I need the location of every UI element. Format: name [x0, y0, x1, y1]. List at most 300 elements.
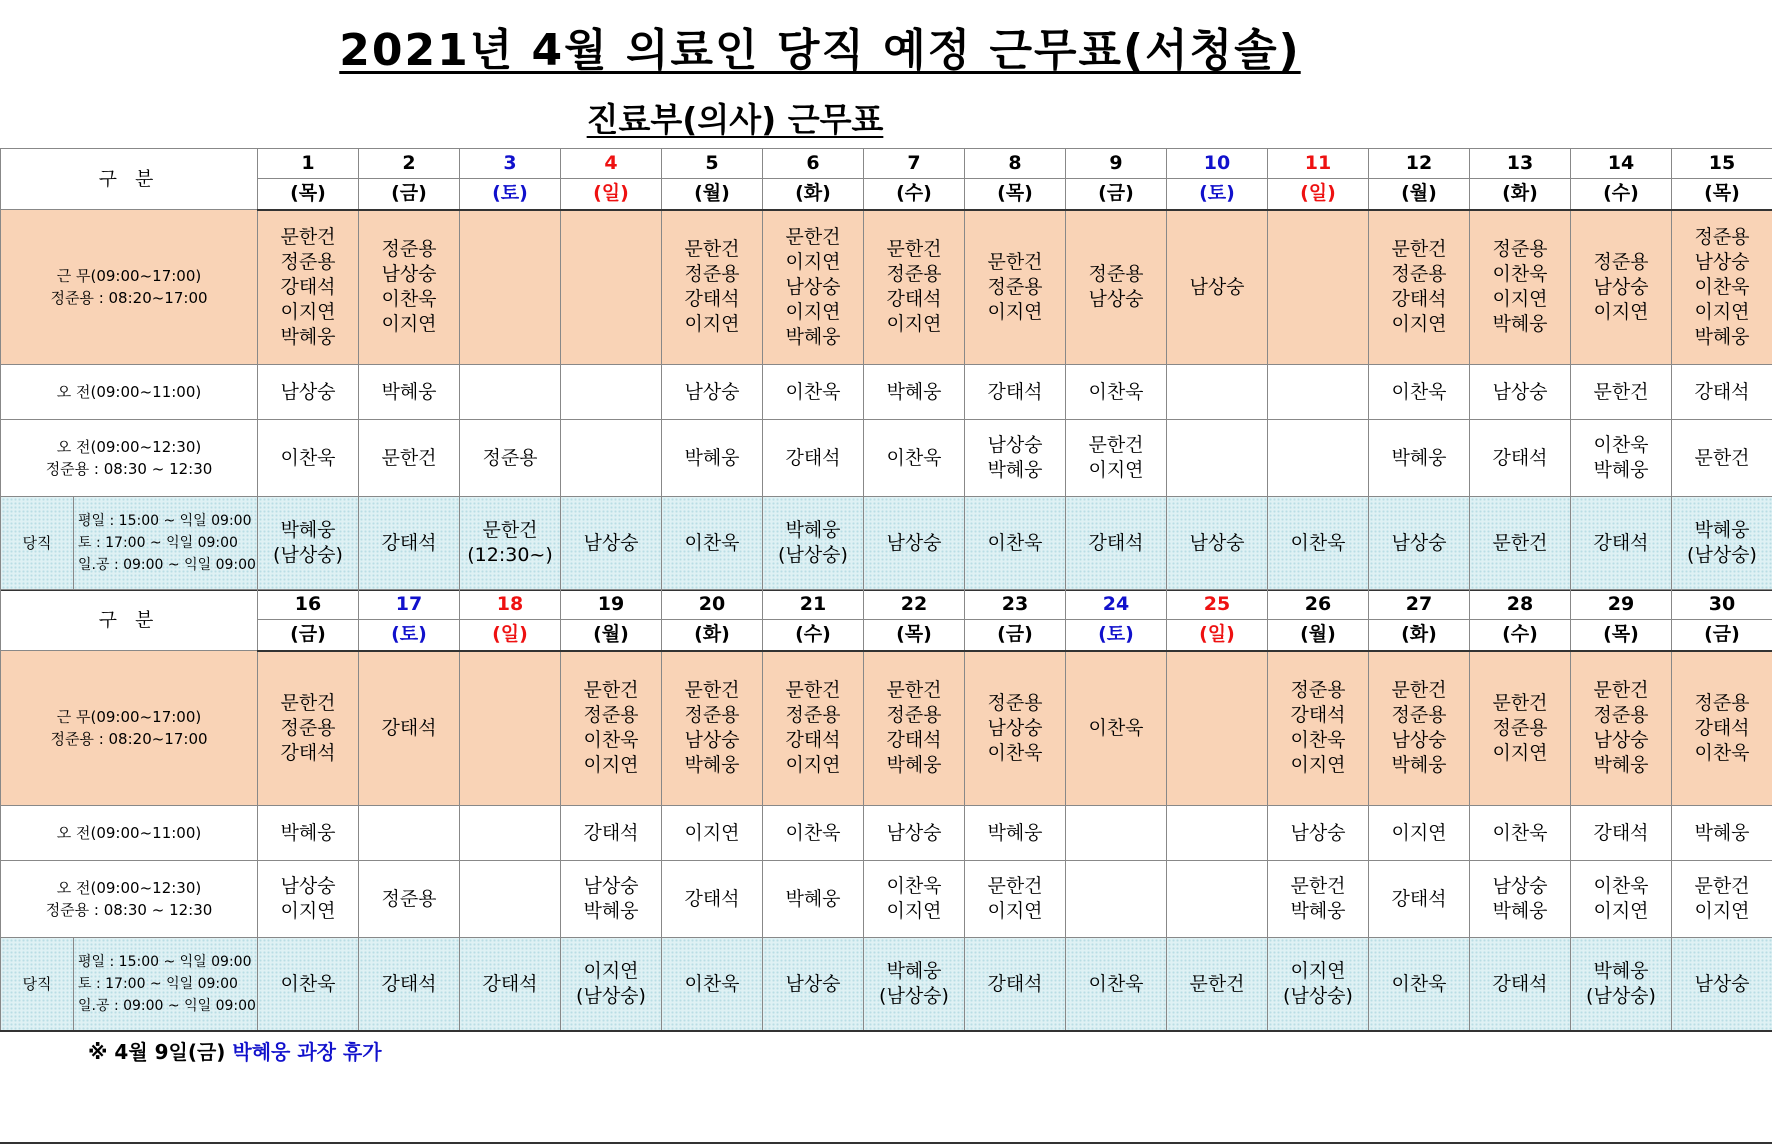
duty-cell: [662, 938, 763, 1032]
duty-cell: [763, 497, 864, 591]
duty-cell: [1066, 938, 1167, 1032]
staff-name: 이지연: [1593, 900, 1649, 922]
staff-name: 이찬욱: [1391, 972, 1447, 995]
work-cell: [561, 651, 662, 806]
staff-name: 정준용: [583, 704, 639, 727]
staff-name: 남상숭: [684, 729, 740, 752]
duty-cell: [965, 497, 1066, 591]
work-cell: [1571, 210, 1672, 365]
work-cell: [763, 210, 864, 365]
staff-name: 이찬욱: [987, 531, 1043, 554]
staff-name: 남상숭: [280, 380, 336, 403]
page-subtitle: 진료부(의사) 근무표: [586, 100, 884, 139]
staff-name: 문한건: [1391, 679, 1447, 702]
staff-name: 이지연: [987, 900, 1043, 922]
work-cell: [359, 210, 460, 365]
morning2-cell: [359, 861, 460, 938]
morning2-cell: [1470, 861, 1571, 938]
morning2-cell: [1268, 861, 1369, 938]
morning2-row-label: [1, 861, 258, 938]
morning2-cell: [1571, 861, 1672, 938]
staff-name: 이찬욱: [1391, 380, 1447, 403]
staff-name: 정준용: [1694, 225, 1750, 248]
staff-name: 문한건: [482, 519, 538, 541]
staff-name: 남상숭: [1593, 275, 1649, 298]
work-cell: [1571, 651, 1672, 806]
morning1-cell: [1066, 365, 1167, 420]
duty-cell: [1571, 938, 1672, 1032]
staff-name: 정준용: [482, 446, 538, 469]
staff-name: 박혜웅: [785, 887, 841, 910]
duty-cell: [965, 938, 1066, 1032]
category-header: 구 분: [1, 149, 258, 210]
staff-name: 남상숭: [987, 716, 1043, 739]
weekday-label: (월): [1369, 179, 1470, 210]
staff-name: 강태석: [785, 729, 841, 752]
staff-name: 정준용: [1290, 679, 1346, 702]
day-number: 3: [460, 149, 561, 179]
weekday-label: (월): [662, 179, 763, 210]
staff-name: 이찬욱: [1290, 729, 1346, 752]
weekday-label: (토): [460, 179, 561, 210]
staff-name: 남상숭: [583, 531, 639, 554]
staff-name: 정준용: [886, 263, 942, 286]
staff-name: 강태석: [280, 275, 336, 298]
morning1-cell: [359, 806, 460, 861]
staff-name: 강태석: [1694, 380, 1750, 403]
staff-name: (남상숭): [1283, 985, 1353, 1007]
work-cell: [864, 210, 965, 365]
staff-name: 박혜웅: [987, 821, 1043, 844]
staff-name: 정준용: [886, 704, 942, 727]
morning2-cell: [1369, 420, 1470, 497]
work-label-line: 정준용 : 08:20~17:00: [50, 730, 208, 748]
weekday-label: (금): [965, 620, 1066, 651]
morning2-cell: [763, 420, 864, 497]
day-number: 14: [1571, 149, 1672, 179]
staff-name: 이지연: [1290, 754, 1346, 777]
note-name: 박혜웅 과장 휴가: [232, 1040, 382, 1064]
staff-name: 문한건: [280, 691, 336, 714]
day-number: 6: [763, 149, 864, 179]
duty-cell: [864, 938, 965, 1032]
day-number: 2: [359, 149, 460, 179]
staff-name: 박혜웅: [684, 446, 740, 469]
category-header: 구 분: [1, 590, 258, 651]
staff-name: 이찬욱: [886, 446, 942, 469]
weekday-label: (금): [1672, 620, 1772, 651]
staff-name: 이지연: [1290, 960, 1346, 982]
duty-cell: [1672, 497, 1772, 591]
morning2-cell: [561, 420, 662, 497]
staff-name: 문한건: [1290, 875, 1346, 897]
staff-name: 강태석: [1492, 972, 1548, 995]
morning1-cell: [1672, 806, 1772, 861]
work-cell: [258, 651, 359, 806]
duty-times: [74, 938, 257, 1030]
staff-name: 강태석: [785, 446, 841, 469]
duty-cell: [1369, 938, 1470, 1032]
morning2-cell: [258, 861, 359, 938]
staff-name: 강태석: [583, 821, 639, 844]
day-number: 22: [864, 590, 965, 620]
staff-name: 박혜웅: [1593, 960, 1649, 982]
morning2-cell: [1167, 861, 1268, 938]
page-title: 2021년 4월 의료인 당직 예정 근무표(서청솔): [339, 25, 1301, 76]
duty-cell: [1470, 497, 1571, 591]
work-label-line: 근 무(09:00~17:00): [56, 708, 202, 726]
staff-name: 문한건: [684, 679, 740, 702]
staff-name: 남상숭: [1290, 821, 1346, 844]
work-cell: [1066, 210, 1167, 365]
weekday-label: (수): [1571, 179, 1672, 210]
staff-name: 강태석: [684, 288, 740, 311]
duty-cell: [662, 497, 763, 591]
morning1-cell: [258, 365, 359, 420]
weekday-label: (금): [359, 179, 460, 210]
duty-cell: [1571, 497, 1672, 591]
staff-name: 이지연: [1694, 900, 1750, 922]
staff-name: 남상숭: [1088, 288, 1144, 311]
day-number: 12: [1369, 149, 1470, 179]
duty-cell: [258, 497, 359, 591]
staff-name: 문한건: [1694, 875, 1750, 897]
weekday-label: (수): [763, 620, 864, 651]
morning1-cell: [1066, 806, 1167, 861]
day-number: 20: [662, 590, 763, 620]
morning2-cell: [763, 861, 864, 938]
weekday-label: (일): [561, 179, 662, 210]
bottom-rule: [0, 1142, 1772, 1144]
staff-name: 박혜웅: [1593, 459, 1649, 481]
schedule-table-1: [0, 148, 1772, 591]
staff-name: 정준용: [684, 263, 740, 286]
work-cell: [561, 210, 662, 365]
morning1-cell: [1571, 806, 1672, 861]
staff-name: 이지연: [1391, 821, 1447, 844]
duty-time-line: 평일 : 15:00 ~ 익일 09:00: [78, 513, 252, 529]
duty-cell: [561, 938, 662, 1032]
staff-name: 이찬욱: [1694, 275, 1750, 298]
morning2-cell: [1470, 420, 1571, 497]
staff-name: 박혜웅: [1391, 446, 1447, 469]
staff-name: 강태석: [1290, 704, 1346, 727]
duty-cell: [1268, 938, 1369, 1032]
staff-name: 남상숭: [987, 434, 1043, 456]
staff-name: 강태석: [1088, 531, 1144, 554]
staff-name: 이지연: [1492, 288, 1548, 311]
day-number: 21: [763, 590, 864, 620]
staff-name: 박혜웅: [280, 519, 336, 541]
staff-name: 강태석: [1694, 716, 1750, 739]
staff-name: 정준용: [987, 275, 1043, 298]
staff-name: 박혜웅: [280, 325, 336, 348]
weekday-label: (토): [359, 620, 460, 651]
day-number: 25: [1167, 590, 1268, 620]
staff-name: 이지연: [280, 900, 336, 922]
morning2-cell: [460, 861, 561, 938]
staff-name: 이지연: [785, 300, 841, 323]
morning2-cell: [1167, 420, 1268, 497]
staff-name: 문한건: [1694, 446, 1750, 469]
work-cell: [460, 651, 561, 806]
staff-name: 강태석: [1492, 446, 1548, 469]
morning1-cell: [1571, 365, 1672, 420]
duty-cell: [1470, 938, 1571, 1032]
morning1-label-line: 오 전(09:00~11:00): [56, 824, 202, 842]
staff-name: 이찬욱: [280, 446, 336, 469]
morning2-cell: [662, 420, 763, 497]
work-cell: [763, 651, 864, 806]
staff-name: 박혜웅: [1593, 754, 1649, 777]
staff-name: 문한건: [886, 238, 942, 261]
staff-name: 강태석: [684, 887, 740, 910]
staff-name: 문한건: [987, 875, 1043, 897]
staff-name: 남상숭: [785, 972, 841, 995]
staff-name: (남상숭): [778, 544, 848, 566]
staff-name: 박혜웅: [381, 380, 437, 403]
staff-name: 문한건: [1088, 434, 1144, 456]
staff-name: 박혜웅: [886, 754, 942, 777]
staff-name: 강태석: [987, 380, 1043, 403]
duty-cell: [1672, 938, 1772, 1032]
staff-name: 이찬욱: [381, 288, 437, 311]
staff-name: (남상숭): [1687, 544, 1757, 566]
staff-name: 정준용: [280, 250, 336, 273]
staff-name: 박혜웅: [1391, 754, 1447, 777]
morning2-row-label: [1, 420, 258, 497]
morning2-cell: [1672, 420, 1772, 497]
staff-name: 남상숭: [1694, 250, 1750, 273]
duty-times: [74, 497, 257, 589]
day-number: 17: [359, 590, 460, 620]
staff-name: 문한건: [785, 225, 841, 248]
staff-name: 이지연: [684, 313, 740, 336]
morning2-cell: [1571, 420, 1672, 497]
staff-name: 문한건: [1391, 238, 1447, 261]
duty-cell: [561, 497, 662, 591]
weekday-label: (토): [1167, 179, 1268, 210]
staff-name: 이지연: [280, 300, 336, 323]
staff-name: 강태석: [381, 531, 437, 554]
work-cell: [460, 210, 561, 365]
staff-name: 정준용: [1694, 691, 1750, 714]
morning2-cell: [864, 861, 965, 938]
staff-name: 정준용: [987, 691, 1043, 714]
morning2-cell: [1066, 420, 1167, 497]
morning1-cell: [1470, 365, 1571, 420]
morning1-cell: [662, 365, 763, 420]
work-cell: [359, 651, 460, 806]
weekday-label: (화): [1470, 179, 1571, 210]
morning1-cell: [460, 806, 561, 861]
duty-row-label: [1, 938, 258, 1032]
staff-name: 이지연: [886, 313, 942, 336]
staff-name: 문한건: [684, 238, 740, 261]
staff-name: 이찬욱: [684, 972, 740, 995]
staff-name: 이지연: [583, 960, 639, 982]
work-row-label: [1, 651, 258, 806]
day-number: 4: [561, 149, 662, 179]
duty-time-line: 평일 : 15:00 ~ 익일 09:00: [78, 954, 252, 970]
note-prefix: ※ 4월 9일(금): [88, 1040, 233, 1064]
weekday-label: (금): [1066, 179, 1167, 210]
staff-name: 남상숭: [1694, 972, 1750, 995]
duty-cell: [864, 497, 965, 591]
morning1-cell: [561, 365, 662, 420]
staff-name: 이찬욱: [1492, 263, 1548, 286]
staff-name: 문한건: [1593, 380, 1649, 403]
staff-name: 강태석: [886, 729, 942, 752]
morning1-cell: [1369, 806, 1470, 861]
duty-label: 당직: [1, 938, 74, 1030]
day-number: 8: [965, 149, 1066, 179]
staff-name: 이찬욱: [1694, 741, 1750, 764]
staff-name: 이찬욱: [785, 821, 841, 844]
staff-name: 박혜웅: [1694, 519, 1750, 541]
morning2-cell: [1672, 861, 1772, 938]
staff-name: (남상숭): [576, 985, 646, 1007]
work-row-label: [1, 210, 258, 365]
morning2-cell: [258, 420, 359, 497]
staff-name: 이지연: [987, 300, 1043, 323]
work-cell: [1167, 651, 1268, 806]
morning1-cell: [662, 806, 763, 861]
morning2-cell: [1066, 861, 1167, 938]
day-number: 18: [460, 590, 561, 620]
morning1-cell: [965, 806, 1066, 861]
staff-name: 문한건: [583, 679, 639, 702]
duty-time-line: 토 : 17:00 ~ 익일 09:00: [78, 535, 238, 551]
duty-cell: [1369, 497, 1470, 591]
morning2-cell: [965, 420, 1066, 497]
staff-name: 이지연: [785, 754, 841, 777]
staff-name: 강태석: [1593, 821, 1649, 844]
weekday-label: (일): [460, 620, 561, 651]
staff-name: 강태석: [1391, 288, 1447, 311]
staff-name: 이지연: [1088, 459, 1144, 481]
staff-name: 문한건: [987, 250, 1043, 273]
weekday-label: (목): [864, 620, 965, 651]
staff-name: 이찬욱: [583, 729, 639, 752]
morning2-label-line: 정준용 : 08:30 ~ 12:30: [45, 460, 213, 478]
work-cell: [1268, 210, 1369, 365]
staff-name: (남상숭): [273, 544, 343, 566]
weekday-label: (목): [258, 179, 359, 210]
morning1-cell: [763, 365, 864, 420]
staff-name: 강태석: [987, 972, 1043, 995]
staff-name: 강태석: [886, 288, 942, 311]
morning1-cell: [1167, 365, 1268, 420]
staff-name: 문한건: [1189, 972, 1245, 995]
staff-name: 이찬욱: [1492, 821, 1548, 844]
duty-cell: [460, 938, 561, 1032]
staff-name: 문한건: [280, 225, 336, 248]
morning2-cell: [662, 861, 763, 938]
morning1-cell: [965, 365, 1066, 420]
staff-name: 이찬욱: [987, 741, 1043, 764]
weekday-label: (일): [1167, 620, 1268, 651]
vacation-note: [88, 1036, 382, 1065]
staff-name: 박혜웅: [1694, 325, 1750, 348]
staff-name: 남상숭: [1189, 531, 1245, 554]
staff-name: 박혜웅: [1694, 821, 1750, 844]
morning1-cell: [359, 365, 460, 420]
weekday-label: (목): [965, 179, 1066, 210]
staff-name: 이찬욱: [280, 972, 336, 995]
day-number: 10: [1167, 149, 1268, 179]
staff-name: 남상숭: [684, 380, 740, 403]
staff-name: 강태석: [280, 741, 336, 764]
morning1-cell: [460, 365, 561, 420]
morning2-cell: [460, 420, 561, 497]
schedule-table-2: [0, 589, 1772, 1032]
staff-name: 남상숭: [886, 531, 942, 554]
staff-name: 박혜웅: [1290, 900, 1346, 922]
day-number: 13: [1470, 149, 1571, 179]
staff-name: 이지연: [1694, 300, 1750, 323]
duty-cell: [460, 497, 561, 591]
day-number: 28: [1470, 590, 1571, 620]
staff-name: 박혜웅: [684, 754, 740, 777]
work-cell: [1470, 210, 1571, 365]
staff-name: 남상숭: [381, 263, 437, 286]
staff-name: 정준용: [1492, 238, 1548, 261]
duty-time-line: 일.공 : 09:00 ~ 익일 09:00: [78, 557, 256, 573]
staff-name: 이지연: [1492, 741, 1548, 764]
work-cell: [1167, 210, 1268, 365]
morning1-cell: [1167, 806, 1268, 861]
weekday-label: (월): [561, 620, 662, 651]
duty-time-line: 토 : 17:00 ~ 익일 09:00: [78, 976, 238, 992]
staff-name: 정준용: [1593, 250, 1649, 273]
staff-name: 정준용: [1391, 704, 1447, 727]
staff-name: (남상숭): [1586, 985, 1656, 1007]
staff-name: 남상숭: [785, 275, 841, 298]
day-number: 29: [1571, 590, 1672, 620]
morning2-label-line: 오 전(09:00~12:30): [56, 879, 202, 897]
morning1-cell: [1672, 365, 1772, 420]
morning2-label-line: 오 전(09:00~12:30): [56, 438, 202, 456]
work-cell: [1268, 651, 1369, 806]
weekday-label: (목): [1672, 179, 1772, 210]
staff-name: 남상숭: [1593, 729, 1649, 752]
staff-name: 남상숭: [280, 875, 336, 897]
staff-name: 남상숭: [886, 821, 942, 844]
staff-name: 남상숭: [1492, 380, 1548, 403]
morning1-cell: [864, 365, 965, 420]
duty-cell: [763, 938, 864, 1032]
day-number: 15: [1672, 149, 1772, 179]
morning1-cell: [1268, 806, 1369, 861]
staff-name: 박혜웅: [785, 325, 841, 348]
day-number: 9: [1066, 149, 1167, 179]
staff-name: 이찬욱: [1088, 972, 1144, 995]
staff-name: 이찬욱: [684, 531, 740, 554]
staff-name: 박혜웅: [1492, 313, 1548, 336]
morning2-cell: [864, 420, 965, 497]
morning2-cell: [1369, 861, 1470, 938]
staff-name: 문한건: [785, 679, 841, 702]
staff-name: 이찬욱: [1593, 434, 1649, 456]
morning2-label-line: 정준용 : 08:30 ~ 12:30: [45, 901, 213, 919]
staff-name: 정준용: [381, 887, 437, 910]
day-number: 7: [864, 149, 965, 179]
morning1-cell: [1369, 365, 1470, 420]
day-number: 27: [1369, 590, 1470, 620]
staff-name: 이지연: [1391, 313, 1447, 336]
day-number: 5: [662, 149, 763, 179]
